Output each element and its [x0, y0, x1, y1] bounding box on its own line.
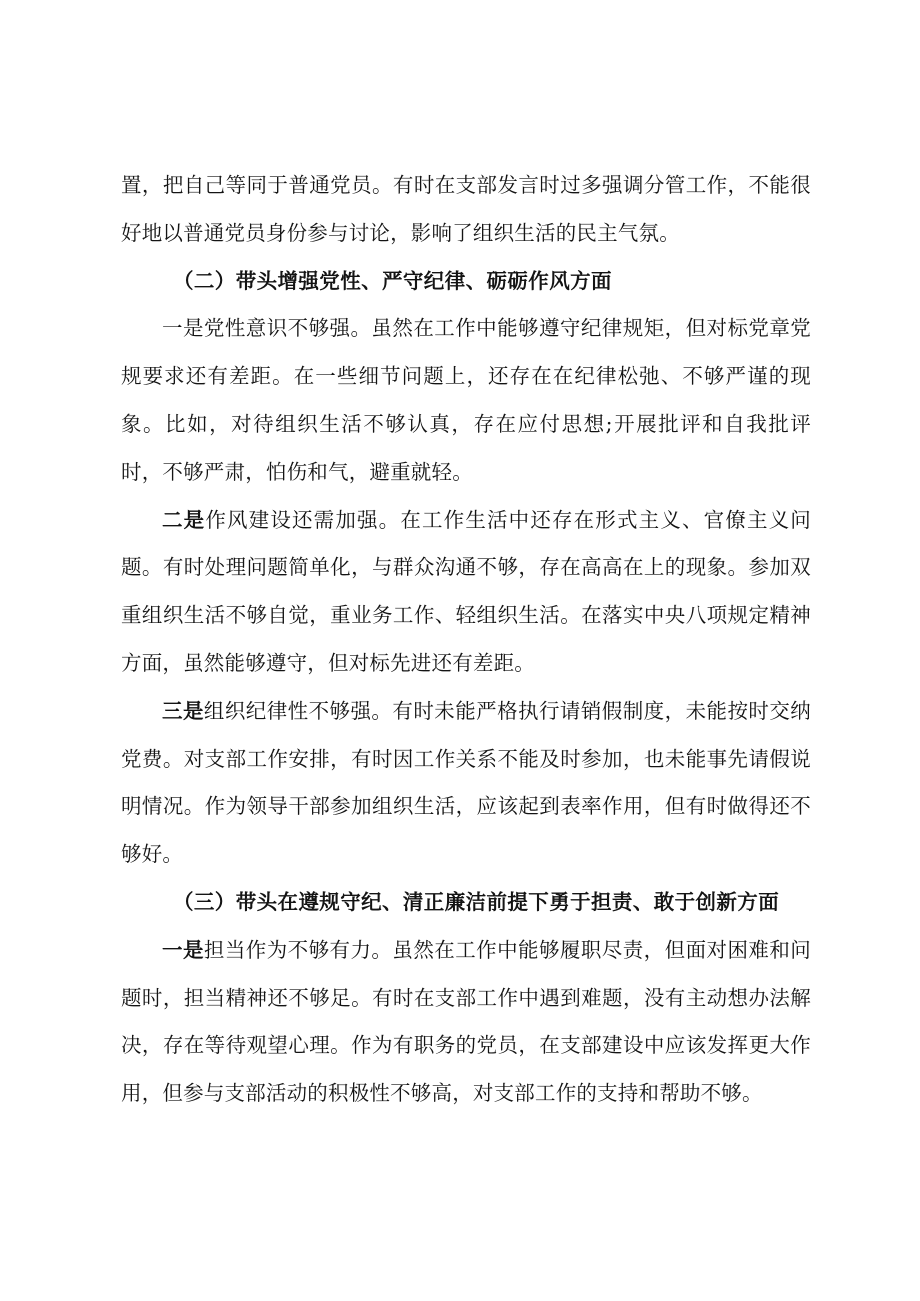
paragraph-text: 担当作为不够有力。虽然在工作中能够履职尽责，但面对困难和问题时，担当精神还不够足。有时在支部工作中遇到难题，没有主动想办法解决，存在等待观望心理。作为有职务的党员，在支部建设中应该发挥更大作用，但参与支部活动的积极性不够高，对支部工作的支持和帮助不够。 [121, 937, 811, 1106]
section-heading-3: （三）带头在遵规守纪、清正廉洁前提下勇于担责、敢于创新方面 [173, 889, 780, 914]
paragraph-party-spirit: 一是党性意识不够强。虽然在工作中能够遵守纪律规矩，但对标党章党规要求还有差距。在一些细节问题上，还存在在纪律松弛、不够严谨的现象。比如，对待组织生活不够认真，存在应付思想;开展批评和自我批评时，不够严肃，怕伤和气，避重就轻。 [121, 316, 811, 484]
paragraph-discipline [121, 688, 811, 879]
paragraph-text: 作风建设还需加强。在工作生活中还存在形式主义、官僚主义问题。有时处理问题简单化，与群众沟通不够，存在高高在上的现象。参加双重组织生活不够自觉，重业务工作、轻组织生活。在落实中央八项规定精神方面，虽然能够遵守，但对标先进还有差距。 [121, 507, 811, 675]
paragraph-lead: 一是 [162, 937, 204, 962]
paragraph-text: 组织纪律性不够强。有时未能严格执行请销假制度，未能按时交纳党费。对支部工作安排，有时因工作关系不能及时参加，也未能事先请假说明情况。作为领导干部参加组织生活，应该起到表率作用，但有时做得还不够好。 [121, 698, 811, 867]
paragraph-lead: 三是 [162, 698, 204, 723]
paragraph-lead: 二是 [162, 507, 206, 532]
paragraph-responsibility [121, 927, 811, 1118]
paragraph-continued: 置，把自己等同于普通党员。有时在支部发言时过多强调分管工作，不能很好地以普通党员身份参与讨论，影响了组织生活的民主气氛。 [121, 173, 811, 245]
paragraph-work-style [121, 497, 811, 688]
section-heading-2: （二）带头增强党性、严守纪律、砺砺作风方面 [173, 268, 612, 293]
document-body [121, 162, 811, 1118]
